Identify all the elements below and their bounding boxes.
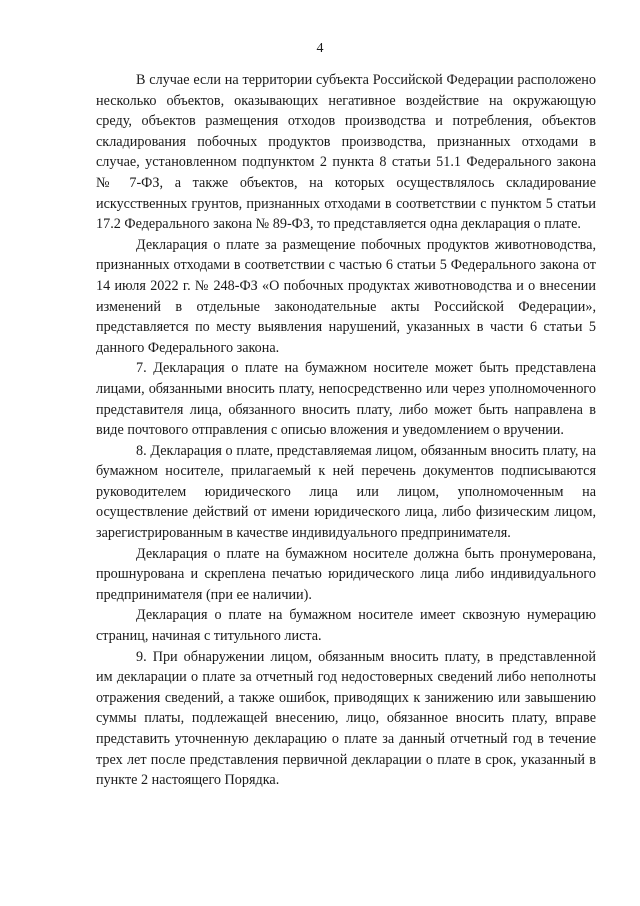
paragraph-numbering-binding: Декларация о плате на бумажном носителе должна быть пронумерована, прошнурована и скреплена печатью юридического лица либо индивидуального предпринимателя (при ее наличии). [96,545,596,603]
paragraph-item-9: 9. При обнаружении лицом, обязанным вносить плату, в представленной им декларации о плате за отчетный год недостоверных сведений либо неполноты отражения сведений, а также ошибок, приводящих к занижению или завышению суммы платы, подлежащей внесению, лицо, обязанное вносить плату, вправе представить уточненную декларацию о плате за данный отчетный год в течение трех лет после представления первичной декларации о плате в срок, указанный в пункте 2 настоящего Порядка. [96,648,596,789]
paragraph-item-7: 7. Декларация о плате на бумажном носителе может быть представлена лицами, обязанными вносить плату, непосредственно или через уполномоченного представителя лица, обязанного вносить плату, либо может быть направлена в виде почтового отправления с описью вложения и уведомлением о вручении. [96,360,596,439]
paragraph-single-declaration-rule: В случае если на территории субъекта Российской Федерации расположено несколько объектов, оказывающих негативное воздействие на окружающую среду, объектов размещения отходов производства и потребления, объектов складирования побочных продуктов производства, признанных отходами в случае, установленном подпунктом 2 пункта 8 статьи 51.1 Федерального закона № 7-ФЗ, а также объектов, на которых осуществлялось складирование искусственных грунтов, признанных отходами в соответствии с пунктом 5 статьи 17.2 Федерального закона № 89-ФЗ, то представляется одна декларация о плате. [96,72,596,233]
paragraph-livestock-byproducts: Декларация о плате за размещение побочных продуктов животноводства, признанных отходами в соответствии с частью 6 статьи 5 Федерального закона от 14 июля 2022 г. № 248-ФЗ «О побочных продуктах животноводства и о внесении изменений в отдельные законодательные акты Российской Федерации», представляется по месту выявления нарушений, указанных в части 6 статьи 5 данного Федерального закона. [96,236,596,356]
paragraph-item-8: 8. Декларация о плате, представляемая лицом, обязанным вносить плату, на бумажном носителе, прилагаемый к ней перечень документов подписываются руководителем юридического лица или лицом, уполномоченным на осуществление действий от имени юридического лица, либо физическим лицом, зарегистрированным в качестве индивидуального предпринимателя. [96,442,596,542]
page-number: 4 [316,41,324,56]
paragraph-page-numbering: Декларация о плате на бумажном носителе имеет сквозную нумерацию страниц, начиная с титульного листа. [96,607,596,645]
document-body [96,70,596,791]
